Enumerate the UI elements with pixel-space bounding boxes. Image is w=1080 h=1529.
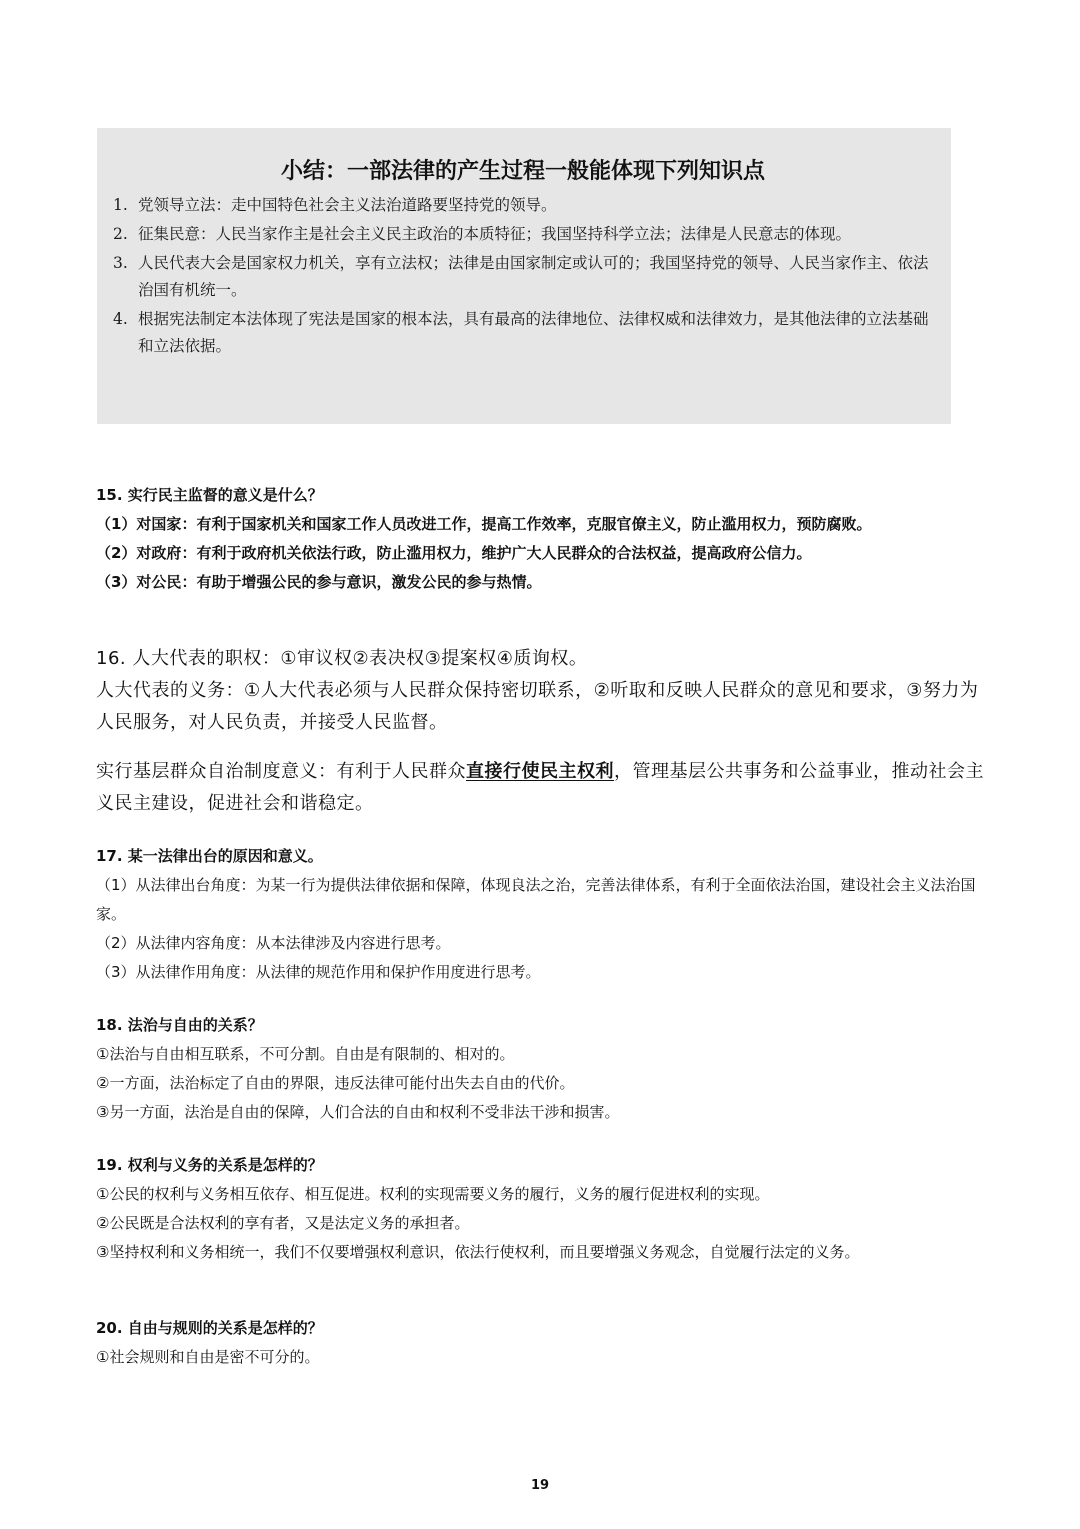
autonomy-suffix: ，管理基层公共事务和公益事业，推动社会主义民主建设，促进社会和谐稳定。 bbox=[96, 761, 984, 814]
summary-title: 小结：一部法律的产生过程一般能体现下列知识点 bbox=[280, 159, 765, 184]
deputy-duties: 人大代表的义务：①人大代表必须与人民群众保持密切联系，②听取和反映人民群众的意见和要求，③努力为人民服务，对人民负责，并接受人民监督。 bbox=[96, 680, 979, 733]
question-19-point-2: ②公民既是合法权利的享有者，又是法定义务的承担者。 bbox=[96, 1214, 470, 1232]
question-20 bbox=[96, 1313, 988, 1372]
question-19 bbox=[96, 1150, 988, 1267]
question-18-point-3: ③另一方面，法治是自由的保障，人们合法的自由和权利不受非法干涉和损害。 bbox=[96, 1103, 620, 1121]
question-15-point-1: （1）对国家：有利于国家机关和国家工作人员改进工作，提高工作效率，克服官僚主义，防止滥用权力，预防腐败。 bbox=[96, 515, 872, 533]
grassroots-autonomy-text bbox=[96, 756, 988, 820]
question-18 bbox=[96, 1010, 988, 1127]
question-18-point-1: ①法治与自由相互联系，不可分割。自由是有限制的、相对的。 bbox=[96, 1045, 515, 1063]
summary-item-text: 征集民意：人民当家作主是社会主义民主政治的本质特征；我国坚持科学立法；法律是人民意志的体现。 bbox=[138, 225, 852, 243]
summary-item-text: 人民代表大会是国家权力机关，享有立法权；法律是由国家制定或认可的；我国坚持党的领导、人民当家作主、依法治国有机统一。 bbox=[138, 254, 929, 299]
question-15-title: 15. 实行民主监督的意义是什么？ bbox=[96, 486, 323, 504]
question-16 bbox=[96, 643, 988, 739]
question-17-title: 17. 某一法律出台的原因和意义。 bbox=[96, 847, 323, 865]
autonomy-prefix: 实行基层群众自治制度意义：有利于人民群众 bbox=[96, 761, 466, 782]
grassroots-autonomy bbox=[96, 756, 988, 820]
question-17-point-3: （3）从法律作用角度：从法律的规范作用和保护作用度进行思考。 bbox=[96, 963, 541, 981]
question-17 bbox=[96, 841, 988, 987]
summary-item-number: 3. bbox=[113, 254, 128, 272]
question-17-point-2: （2）从法律内容角度：从本法律涉及内容进行思考。 bbox=[96, 934, 451, 952]
question-19-point-3: ③坚持权利和义务相统一，我们不仅要增强权利意识，依法行使权利，而且要增强义务观念，自觉履行法定的义务。 bbox=[96, 1243, 860, 1261]
summary-item bbox=[113, 306, 933, 360]
question-18-point-2: ②一方面，法治标定了自由的界限，违反法律可能付出失去自由的代价。 bbox=[96, 1074, 575, 1092]
question-18-title: 18. 法治与自由的关系？ bbox=[96, 1016, 263, 1034]
question-20-point-1: ①社会规则和自由是密不可分的。 bbox=[96, 1348, 320, 1366]
question-15-point-2: （2）对政府：有利于政府机关依法行政，防止滥用权力，维护广大人民群众的合法权益，提高政府公信力。 bbox=[96, 544, 812, 562]
question-19-point-1: ①公民的权利与义务相互依存、相互促进。权利的实现需要义务的履行，义务的履行促进权利的实现。 bbox=[96, 1185, 770, 1203]
question-15-point-3: （3）对公民：有助于增强公民的参与意识，激发公民的参与热情。 bbox=[96, 573, 542, 591]
summary-item-text: 根据宪法制定本法体现了宪法是国家的根本法，具有最高的法律地位、法律权威和法律效力，是其他法律的立法基础和立法依据。 bbox=[138, 310, 929, 355]
summary-box bbox=[97, 128, 951, 424]
summary-item bbox=[113, 221, 933, 248]
summary-list bbox=[113, 192, 933, 360]
question-20-title: 20. 自由与规则的关系是怎样的？ bbox=[96, 1319, 323, 1337]
question-19-title: 19. 权利与义务的关系是怎样的？ bbox=[96, 1156, 323, 1174]
question-17-point-1: （1）从法律出台角度：为某一行为提供法律依据和保障，体现良法之治，完善法律体系，有利于全面依法治国，建设社会主义法治国家。 bbox=[96, 876, 976, 923]
autonomy-emphasis: 直接行使民主权利 bbox=[466, 761, 614, 782]
summary-item-number: 1. bbox=[113, 196, 128, 214]
summary-item-number: 4. bbox=[113, 310, 128, 328]
question-15 bbox=[96, 480, 988, 597]
summary-item bbox=[113, 192, 933, 219]
summary-item-number: 2. bbox=[113, 225, 128, 243]
page-number: 19 bbox=[530, 1478, 550, 1493]
summary-item-text: 党领导立法：走中国特色社会主义法治道路要坚持党的领导。 bbox=[138, 196, 557, 214]
summary-item bbox=[113, 250, 933, 304]
deputy-powers: 16. 人大代表的职权：①审议权②表决权③提案权④质询权。 bbox=[96, 648, 588, 669]
